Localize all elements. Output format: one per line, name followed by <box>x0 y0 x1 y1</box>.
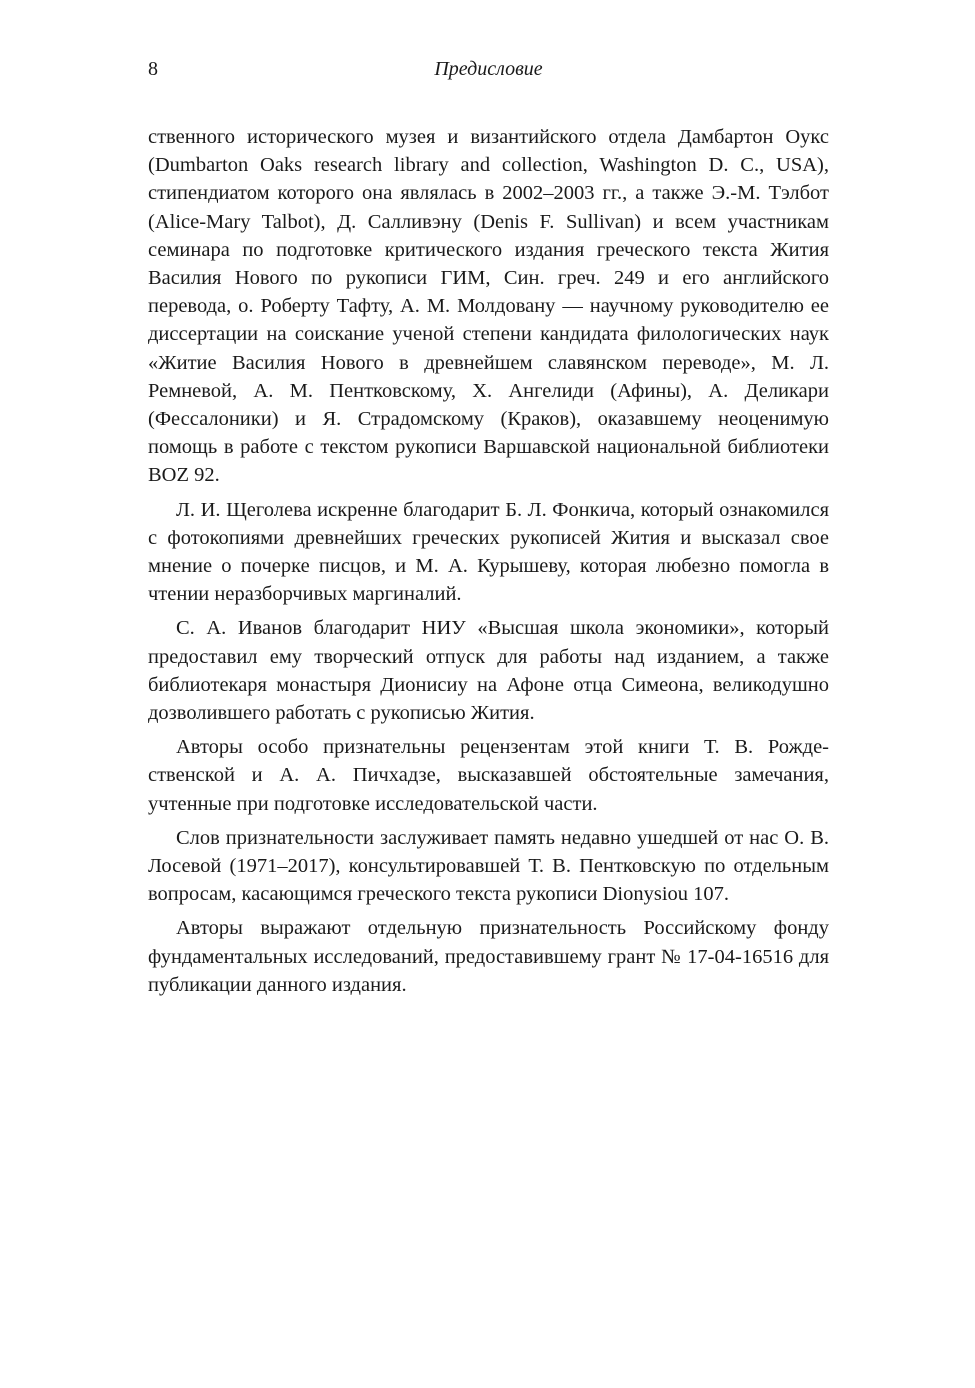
body-text <box>148 123 829 1005</box>
paragraph-shchegoleva: Л. И. Щеголева искренне благодарит Б. Л. Фонкича, который ознакомился с фотокопиями древнейших греческих рукописей Жития и высказал свое мнение о почерке писцов, и М. А. Курышеву, которая любезно помогла в чтении неразборчивых маргиналий. <box>148 498 829 606</box>
running-title: Предисловие <box>434 58 543 80</box>
paragraph-ivanov: С. А. Иванов благодарит НИУ «Высшая школа экономики», который предоставил ему творческий отпуск для работы над изданием, а также библиотекаря монастыря Дионисиу на Афоне отца Симеона, великодушно дозволившего работать с рукописью Жития. <box>148 617 829 725</box>
paragraph-acknowledgements-continued: ственного исторического музея и византийского отдела Дамбартон Оукс (Dumbarton Oaks research library and collection, Washington D. C., USA), стипендиатом которого она являлась в 2002–2003 гг., а также Э.-М. Тэлбот (Alice-Mary Talbot), Д. Салливэну (Denis F. Sullivan) и всем участникам семинара по подготовке критического издания греческого текста Жития Василия Нового по рукописи ГИМ, Син. греч. 249 и его английского перевода, о. Роберту Тафту, А. М. Молдовану — научному руководителю ее диссертации на соискание ученой степени кандидата филологических наук «Житие Василия Нового в древнейшем славянском переводе», М. Л. Ремневой, А. М. Пентковскому, Х. Ангелиди (Афины), А. Деликари (Фессалоники) и Я. Страдомскому (Краков), оказавшему неоценимую помощь в работе с текстом рукописи Варшавской национальной библиотеки BOZ 92. <box>148 126 829 487</box>
paragraph-loseva-memory: Слов признательности заслуживает память недавно ушедшей от нас О. В. Лосевой (1971–2017), консультировавшей Т. В. Пентковскую по отдельным вопросам, касающимся греческого текста рукописи Dionysiou 107. <box>148 826 829 906</box>
page-number: 8 <box>148 58 158 80</box>
page-header <box>148 58 829 86</box>
paragraph-grant: Авторы выражают отдельную признательность Российскому фонду фундаментальных исследований, предоставившему грант № 17-04-16516 для публикации данного издания. <box>148 917 829 996</box>
paragraph-reviewers: Авторы особо признательны рецензентам этой книги Т. В. Рождественской и А. А. Пичхадзе, высказавшей обстоятельные замечания, учтенные при подготовке исследовательской части. <box>148 736 829 815</box>
